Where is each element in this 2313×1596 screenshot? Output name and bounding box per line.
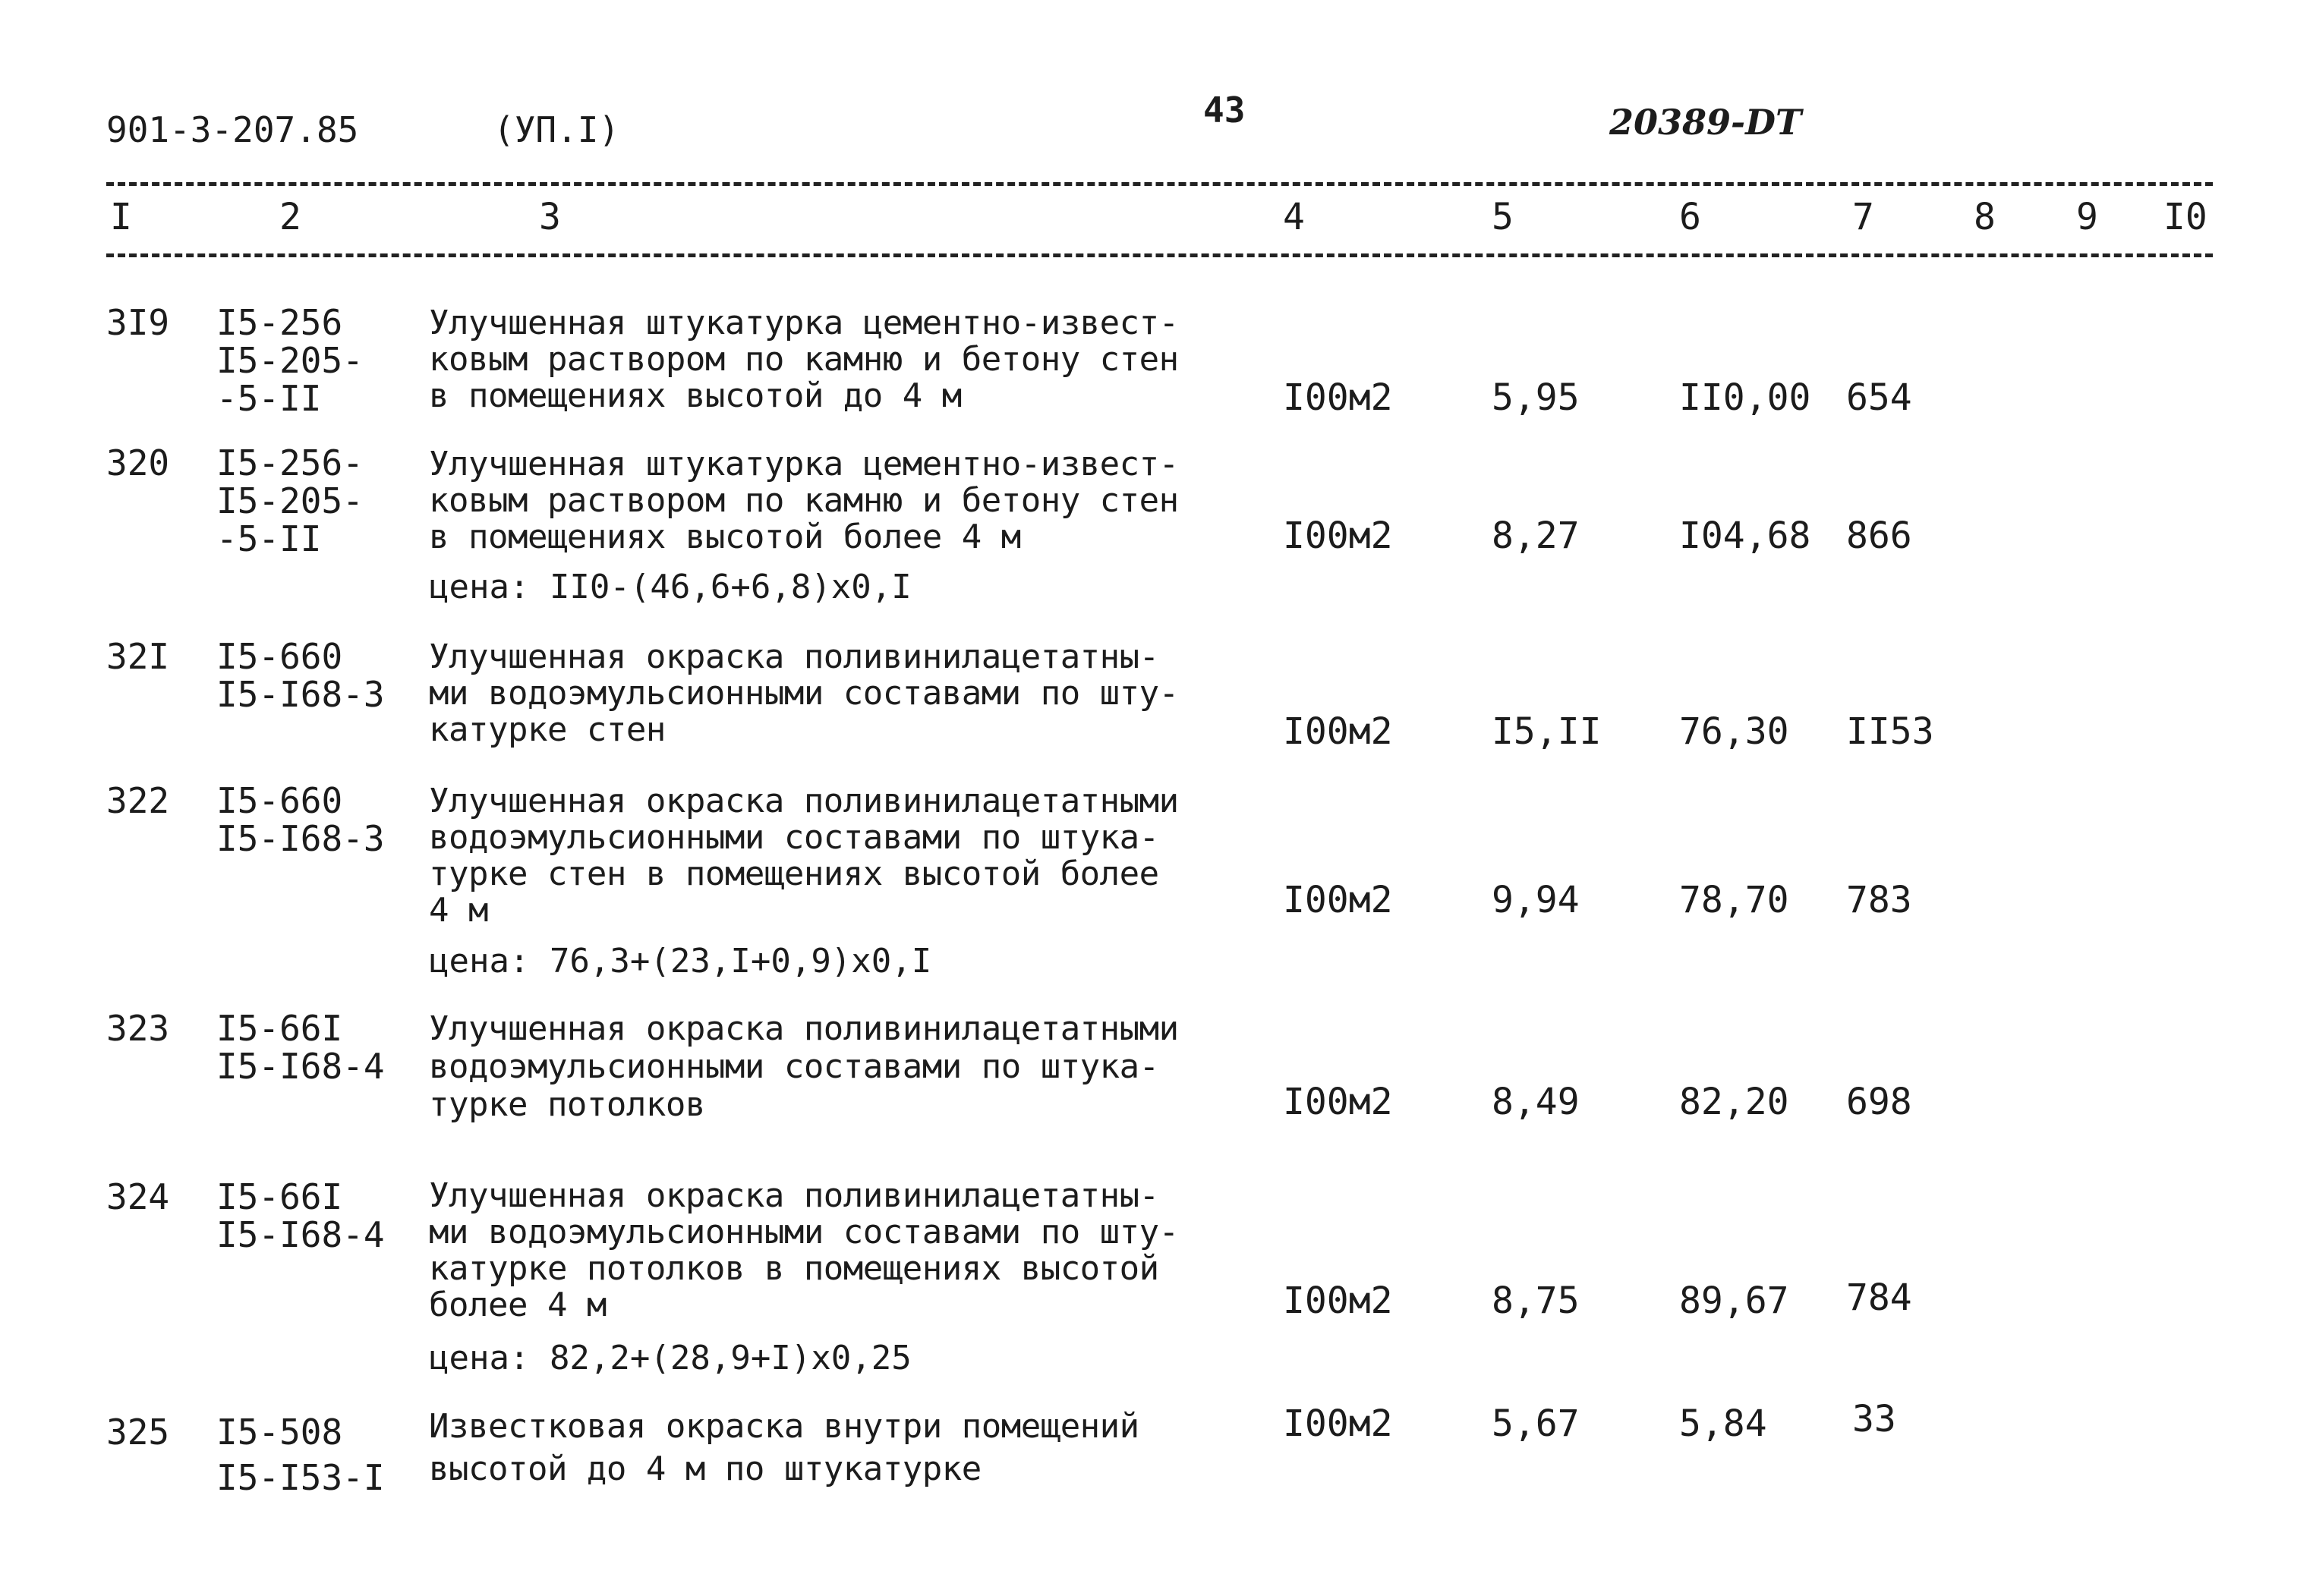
price-formula: цена: 82,2+(28,9+I)х0,25	[429, 1339, 912, 1377]
column-number-5: 5	[1492, 196, 1514, 238]
row-number: 3I9	[106, 302, 170, 343]
work-description: в помещениях высотой более 4 м	[429, 518, 1021, 556]
unit-price: 89,67	[1679, 1280, 1789, 1322]
work-description: Улучшенная окраска поливинилацетатны-	[429, 637, 1159, 676]
norm-code: I5-660	[216, 636, 343, 677]
page-number: 43	[1203, 90, 1246, 131]
header-rule-top	[106, 182, 2213, 186]
unit: I00м2	[1283, 1280, 1393, 1322]
unit-price: 78,70	[1679, 879, 1789, 921]
row-number: 324	[106, 1176, 170, 1217]
column-number-3: 3	[539, 196, 561, 238]
norm-code: I5-66I	[216, 1008, 343, 1049]
work-description: Улучшенная окраска поливинилацетатными	[429, 782, 1179, 820]
total-cost: II53	[1846, 710, 1934, 753]
norm-code: I5-660	[216, 780, 343, 821]
work-description: катурке стен	[429, 710, 666, 749]
work-description: ми водоэмульсионными составами по шту-	[429, 674, 1179, 713]
norm-code: I5-256-	[216, 442, 364, 483]
unit: I00м2	[1283, 1402, 1393, 1445]
norm-code: I5-I68-3	[216, 674, 385, 715]
norm-code: I5-256	[216, 302, 343, 343]
work-description: ковым раствором по камню и бетону стен	[429, 481, 1179, 520]
document-code: 901-3-207.85	[106, 109, 359, 150]
norm-code: I5-I53-I	[216, 1457, 385, 1498]
work-description: Улучшенная окраска поливинилацетатными	[429, 1009, 1179, 1048]
unit: I00м2	[1283, 515, 1393, 557]
price-formula: цена: II0-(46,6+6,8)х0,I	[429, 568, 912, 606]
unit-price: 5,84	[1679, 1402, 1767, 1445]
column-number-9: 9	[2076, 196, 2098, 238]
norm-code: I5-I68-4	[216, 1046, 385, 1087]
work-description: катурке потолков в помещениях высотой	[429, 1249, 1159, 1288]
norm-code: -5-II	[216, 518, 322, 559]
header-rule-bottom	[106, 253, 2213, 257]
inventory-number: 20389-DT	[1609, 102, 1802, 143]
unit-price: 76,30	[1679, 710, 1789, 753]
row-number: 32I	[106, 636, 170, 677]
total-cost: 784	[1846, 1276, 1912, 1319]
column-number-1: I	[110, 196, 132, 238]
row-number: 325	[106, 1412, 170, 1453]
quantity: 8,27	[1492, 515, 1580, 557]
total-cost: 698	[1846, 1081, 1912, 1123]
work-description: 4 м	[429, 891, 488, 930]
work-description: высотой до 4 м по штукатурке	[429, 1450, 982, 1488]
quantity: 8,49	[1492, 1081, 1580, 1123]
column-number-6: 6	[1679, 196, 1701, 238]
column-number-4: 4	[1283, 196, 1305, 238]
norm-code: I5-205-	[216, 340, 364, 381]
norm-code: -5-II	[216, 378, 322, 419]
unit: I00м2	[1283, 879, 1393, 921]
work-description: в помещениях высотой до 4 м	[429, 376, 962, 415]
total-cost: 33	[1852, 1398, 1896, 1440]
work-description: водоэмульсионными составами по штука-	[429, 1047, 1159, 1086]
row-number: 323	[106, 1008, 170, 1049]
quantity: 9,94	[1492, 879, 1580, 921]
quantity: I5,II	[1492, 710, 1602, 753]
work-description: ми водоэмульсионными составами по шту-	[429, 1213, 1179, 1251]
unit-price: I04,68	[1679, 515, 1811, 557]
row-number: 320	[106, 442, 170, 483]
column-number-8: 8	[1974, 196, 1996, 238]
album-label: (УП.I)	[493, 109, 620, 150]
total-cost: 654	[1846, 376, 1912, 419]
unit: I00м2	[1283, 1081, 1393, 1123]
work-description: турке потолков	[429, 1085, 705, 1124]
norm-code: I5-I68-4	[216, 1214, 385, 1255]
column-number-2: 2	[279, 196, 301, 238]
work-description: Улучшенная штукатурка цементно-извест-	[429, 304, 1179, 342]
unit-price: II0,00	[1679, 376, 1811, 419]
column-number-7: 7	[1852, 196, 1874, 238]
norm-code: I5-66I	[216, 1176, 343, 1217]
work-description: Улучшенная штукатурка цементно-извест-	[429, 445, 1179, 483]
work-description: Известковая окраска внутри помещений	[429, 1407, 1139, 1446]
unit-price: 82,20	[1679, 1081, 1789, 1123]
work-description: водоэмульсионными составами по штука-	[429, 818, 1159, 857]
norm-code: I5-I68-3	[216, 818, 385, 859]
norm-code: I5-508	[216, 1412, 343, 1453]
unit: I00м2	[1283, 710, 1393, 753]
price-formula: цена: 76,3+(23,I+0,9)х0,I	[429, 942, 932, 981]
unit: I00м2	[1283, 376, 1393, 419]
work-description: Улучшенная окраска поливинилацетатны-	[429, 1176, 1159, 1215]
total-cost: 866	[1846, 515, 1912, 557]
row-number: 322	[106, 780, 170, 821]
quantity: 5,95	[1492, 376, 1580, 419]
norm-code: I5-205-	[216, 480, 364, 521]
total-cost: 783	[1846, 879, 1912, 921]
work-description: турке стен в помещениях высотой более	[429, 855, 1159, 893]
quantity: 5,67	[1492, 1402, 1580, 1445]
column-number-10: I0	[2163, 196, 2207, 238]
work-description: ковым раствором по камню и бетону стен	[429, 340, 1179, 379]
quantity: 8,75	[1492, 1280, 1580, 1322]
work-description: более 4 м	[429, 1286, 607, 1324]
